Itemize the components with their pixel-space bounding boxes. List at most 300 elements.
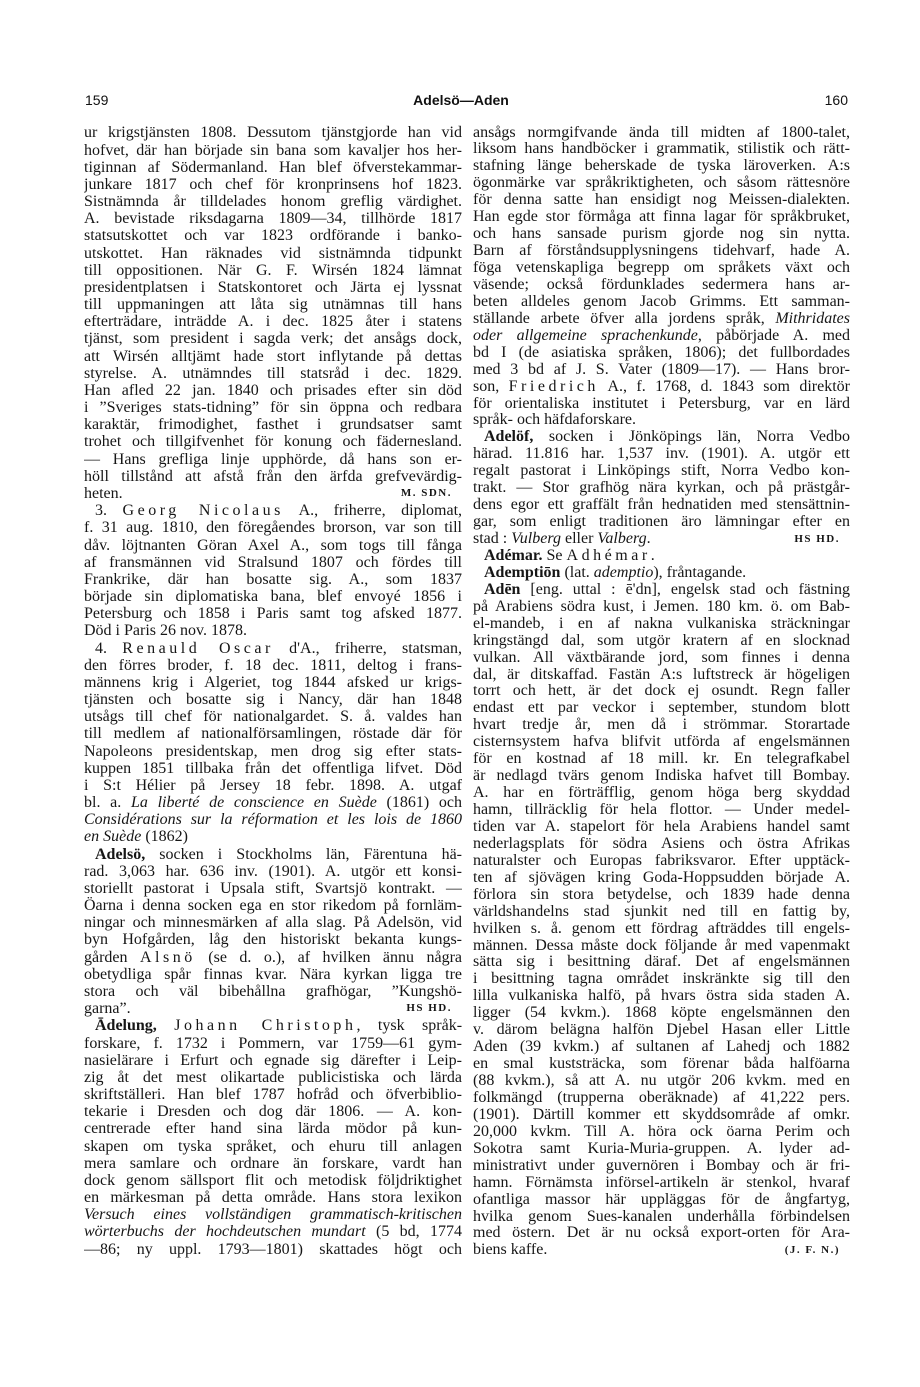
text-run: regalt pastorat i Linköpings stift, Norra Vedbo kon- — [473, 463, 850, 480]
text-run: torrt och hett, är det dock ej osundt. Regn faller — [473, 683, 850, 700]
text-run: gården — [84, 948, 140, 966]
text-run: hvart tredje år, men då i strömmar. Storartade — [473, 717, 850, 734]
text-run: (1862) — [141, 828, 188, 846]
page-number-left: 159 — [85, 92, 109, 108]
headword: Ademptiōn — [484, 564, 561, 581]
text-run: . — [646, 531, 651, 547]
text-run: af fransmännen vid Stralsund 1807 och fördes till — [84, 553, 462, 571]
text-run: vulkan. All växtbärande jord, som finnes i denna — [473, 649, 850, 666]
text-line — [473, 1090, 850, 1107]
text-line — [84, 313, 462, 330]
text-line — [84, 760, 462, 777]
text-run: bd I (de asiatiska språken, 1806); det fullbordades — [473, 344, 850, 361]
italic-title: wörterbuchs der hochdeutschen mundart — [84, 1223, 366, 1241]
text-line — [473, 463, 850, 480]
text-line — [84, 159, 462, 176]
text-line — [84, 468, 462, 485]
text-run: ansågs normgifvande ända till midten af 1800-talet, — [473, 124, 850, 141]
text-run: nederlagsplats för södra Asiens och östra Afrikas — [473, 835, 850, 852]
text-run: f. 31 aug. 1810, den föregåendes brorson, var son till — [84, 519, 462, 537]
text-line — [84, 880, 462, 897]
text-run: son, — [473, 378, 509, 395]
text-line — [473, 294, 850, 311]
text-run: till oppositionen. När G. F. Wirsén 1824 lämnat — [84, 261, 462, 279]
text-line — [84, 416, 462, 433]
text-run: ten af sjövägen kring Goda-Hoppsudden började A. — [473, 869, 850, 886]
text-line — [473, 412, 850, 429]
text-line — [473, 802, 850, 819]
text-line — [84, 1155, 462, 1172]
text-line — [473, 1225, 850, 1242]
text-line — [473, 599, 850, 616]
text-line — [473, 667, 850, 684]
text-line — [473, 260, 850, 277]
text-run: skapen om tyska språket, och ehuru till anlagen — [84, 1137, 462, 1155]
text-line — [473, 1141, 850, 1158]
text-line — [473, 345, 850, 362]
text-line — [473, 785, 850, 802]
text-line — [473, 734, 850, 751]
text-run: liksom hans handböcker i grammatik, stilistik och rätt- — [473, 141, 850, 158]
text-line — [84, 605, 462, 622]
text-line — [84, 537, 462, 554]
text-run: . — [650, 547, 655, 564]
text-line — [84, 1241, 462, 1258]
text-run: A. har en förträfflig, genom höga berg skyddad — [473, 785, 850, 802]
text-line — [84, 227, 462, 244]
text-line — [473, 938, 850, 955]
text-line — [84, 622, 462, 639]
text-run: en smal kuststräcka, som förenar båda halföarna — [473, 1056, 850, 1073]
text-run: är nedlagd tvärs genom Indiska hafvet till Bombay. — [473, 768, 850, 785]
text-line — [84, 279, 462, 296]
text-line — [473, 717, 850, 734]
text-run: (1861) och — [376, 794, 462, 812]
text-run: v. därom belägna halfön Djebel Hasan eller Little — [473, 1022, 850, 1039]
text-run: garna”. — [84, 1000, 131, 1018]
text-line — [473, 209, 850, 226]
text-run: föga vetenskapliga begrepp om språkets växt och — [473, 260, 850, 276]
text-line — [473, 700, 850, 717]
text-run: tiginnan af Södermanland. Han blef öfverstekammar- — [84, 158, 462, 176]
text-run: rad. 3,063 har. 636 inv. (1901). A. utgör ett konsi- — [84, 862, 462, 880]
text-line — [473, 1107, 850, 1124]
text-run: till uppmaningen att låta sig utnämnas till hans — [84, 296, 462, 314]
text-run: tiden var A. stapelort för hela Arabiens handel samt — [473, 818, 850, 835]
text-line — [473, 514, 850, 531]
text-line — [84, 193, 462, 210]
text-line — [473, 887, 850, 904]
text-line — [473, 277, 850, 294]
text-run: världshandelns stad sjunkit ned till en fattig by, — [473, 903, 850, 920]
text-line — [473, 853, 850, 870]
text-run: den förres broder, f. 18 dec. 1811, deltog i frans- — [84, 656, 462, 674]
column-left — [84, 124, 462, 1257]
text-line — [473, 548, 850, 565]
text-line — [84, 897, 462, 914]
text-line — [84, 914, 462, 931]
text-run: A., f. 1768, d. 1843 som direktör — [598, 378, 850, 395]
text-run: heten. — [84, 485, 123, 502]
text-run: sätta sig i besittning däraf. Det af engelsmännen — [473, 954, 850, 971]
spaced-name: Friedrich — [508, 378, 599, 395]
text-run: styrelse. A. utnämndes till statsråd i dec. 1829. — [84, 364, 462, 382]
text-line — [84, 451, 462, 468]
spaced-name: Renauld Oscar — [122, 639, 274, 657]
entry — [84, 1017, 462, 1257]
author-signature: M. SDN. — [400, 487, 452, 499]
text-line — [84, 846, 462, 863]
headword: Ādelung, — [95, 1017, 157, 1035]
text-line — [84, 176, 462, 193]
text-line — [473, 633, 850, 650]
text-run: dens egor ett graffält från hednatiden med stensättnin- — [473, 497, 850, 514]
text-run: 3. — [95, 502, 123, 520]
text-line — [84, 382, 462, 399]
text-run: utskottet. Han räknades vid sistnämnda tidpunkt — [84, 244, 462, 262]
author-signature: (J. F. N.) — [784, 1244, 840, 1257]
text-run: A., friherre, diplomat, — [283, 502, 462, 520]
text-run: — Hans grefliga linje upphörde, då hans son er- — [84, 450, 462, 468]
text-run: trohet och tillgifvenhet för konung och fädernesland. — [84, 433, 462, 451]
text-line — [84, 210, 462, 227]
headword: Adémar. — [484, 547, 543, 564]
entry — [473, 429, 850, 548]
text-line — [84, 348, 462, 365]
text-line — [473, 175, 850, 192]
text-line — [84, 330, 462, 347]
text-line — [84, 863, 462, 880]
text-run: byn Hofgården, låg den historiskt bekanta kungs- — [84, 931, 462, 949]
entry-continued — [473, 125, 850, 430]
text-run: A. bevistade riksdagarna 1809—34, tillhörde 1817 — [84, 210, 462, 228]
text-line — [84, 245, 462, 262]
text-run: mera samlare och ordnare än forskare, vardt han — [84, 1154, 462, 1172]
text-run: (1901). Därtill kommer ett skyddsområde af omkr. — [473, 1106, 850, 1123]
text-line — [84, 1035, 462, 1052]
text-run: Napoleons presidentskap, men drog sig efter stats- — [84, 742, 462, 760]
text-line — [84, 1138, 462, 1155]
text-run: förlora sin stora betydelse, och 1839 hade denna — [473, 886, 850, 903]
text-line — [473, 243, 850, 260]
text-line — [84, 571, 462, 588]
text-run: hofvet, där han började sin bana som kavaljer hos her- — [84, 141, 462, 159]
italic-title: en Suède — [84, 828, 142, 846]
text-line — [84, 588, 462, 605]
italic-title: Versuch eines vollständigen grammatisch-kritischen — [84, 1206, 462, 1224]
text-run: beten alldeles genom Jacob Grimms. Ett samman- — [473, 293, 850, 310]
text-line — [84, 691, 462, 708]
text-line — [473, 379, 850, 396]
headword: Adelsö, — [95, 845, 146, 863]
text-line — [84, 640, 462, 657]
text-run: storiellt pastorat i Upsala stift, Svartsjö kontrakt. — — [84, 879, 462, 897]
text-run: dock genom sällsport flit och metodisk följdriktighet — [84, 1171, 462, 1189]
text-run: hamn. Förnämsta införsel-artikeln är stenkol, hvaraf — [473, 1174, 850, 1191]
text-run: socken i Jönköpings län, Norra Vedbo — [533, 429, 850, 446]
text-run: att Wirsén alltjämt hade stort inflytande på dettas — [84, 347, 462, 365]
text-run: ställande arbete öfver alla jordens språk, — [473, 310, 776, 327]
text-run: Han egde stor förmåga att finna lagar för språkbruket, — [473, 209, 850, 226]
text-line — [473, 683, 850, 700]
entry — [84, 502, 462, 639]
author-signature: HS HD. — [406, 1002, 452, 1015]
text-line — [84, 485, 462, 502]
text-line — [84, 931, 462, 948]
italic-title: Valberg — [597, 531, 647, 547]
text-line — [473, 429, 850, 446]
text-run: männen. Dessa måste dock följande år med vapenmakt — [473, 937, 850, 954]
text-run — [157, 1017, 174, 1034]
text-line — [473, 768, 850, 785]
text-run: skriftställeri. Han blef 1787 hofråd och öfverbiblio- — [84, 1086, 462, 1104]
text-run: —86; ny uppl. 1793—1801) skattades högt och — [84, 1240, 462, 1258]
text-line — [473, 751, 850, 768]
text-run: (88 kvkm.), så att A. nu utgör 206 kvkm. med en — [473, 1073, 850, 1089]
text-run: Död i Paris 26 nov. 1878. — [84, 622, 247, 640]
text-run: 20,000 kvkm. Till A. höra ock öarna Perim och — [473, 1123, 850, 1140]
text-line — [473, 954, 850, 971]
text-run: började sin diplomatiska bana, blef envoyé 1856 i — [84, 588, 462, 606]
entry-continued — [84, 124, 462, 502]
text-line — [84, 262, 462, 279]
text-run: ), fråntagande. — [653, 564, 747, 581]
text-run: i ”Sveriges stats-tidning” för sin öppna och redbara — [84, 399, 462, 417]
text-run: 4. — [95, 639, 123, 657]
text-run: , påbörjade A. med — [697, 327, 850, 344]
text-run: ur krigstjänsten 1808. Dessutom tjänstgjorde han vid — [84, 124, 462, 142]
headword: Adelöf, — [484, 429, 534, 446]
text-run: ningar och minnesmärken af alla slag. På Adelsön, vid — [84, 914, 462, 932]
text-line — [473, 1039, 850, 1056]
text-line — [84, 777, 462, 794]
text-line — [473, 1158, 850, 1175]
text-line — [84, 1206, 462, 1223]
entry — [84, 640, 462, 846]
text-run: ministrativt under guvernören i Bombay och är fri- — [473, 1157, 850, 1174]
text-line — [473, 1124, 850, 1141]
text-run: dåv. löjtnanten Göran Axel A., som togs till fånga — [84, 536, 462, 554]
text-run: forskare, f. 1732 i Pommern, var 1759—61 gym- — [84, 1034, 462, 1052]
text-run: för orientaliska institutet i Petersburg, var en lärd — [473, 395, 850, 412]
italic-title: oder allgemeine sprachenkunde — [473, 327, 698, 344]
text-line — [473, 311, 850, 328]
text-run: Sistnämnda år tilldelades honom greflig värdighet. — [84, 193, 462, 211]
text-run: zig åt det mest olikartade publicistiska och lärda — [84, 1068, 462, 1086]
text-run: och hans sansade purism gjorde nog sin nytta. — [473, 226, 850, 243]
text-line — [473, 226, 850, 243]
spaced-name: Adhémar — [566, 547, 651, 564]
text-run: Han afled 22 jan. 1840 och prisades efter sin död — [84, 381, 462, 399]
text-line — [84, 1103, 462, 1120]
text-line — [473, 971, 850, 988]
text-run: eller — [560, 531, 598, 547]
text-run: ögonmärke var språkriktigheten, och såsom rättesnöre — [473, 175, 850, 192]
text-run: gar, som enligt traditionen äro lämningar efter en — [473, 514, 850, 531]
text-line — [473, 1192, 850, 1209]
text-run: endast ett par veckor i september, stundom blott — [473, 700, 850, 717]
text-run: (lat. — [560, 564, 594, 581]
entry — [473, 565, 850, 582]
column-right — [473, 125, 850, 1260]
text-run: med 3 bd af J. S. Vater (1809—17). — Hans bror- — [473, 361, 850, 378]
text-line — [84, 1017, 462, 1034]
headword: Adēn — [484, 581, 521, 598]
text-run: d'A., friherre, statsman, — [273, 639, 462, 657]
text-run: cisternsystem hafva blifvit utförda af engelsmännen — [473, 734, 850, 751]
text-run: biens kaffe. — [473, 1242, 548, 1259]
spaced-name: Alsnö — [139, 948, 196, 966]
text-run: folkmängd (trupperna oberäknade) af 41,222 pers. — [473, 1089, 850, 1106]
text-run: med östern. Det är nu också export-orten för Ara- — [473, 1225, 850, 1242]
text-line — [84, 743, 462, 760]
text-run: för en kostnad af 18 mill. kr. En telegrafkabel — [473, 751, 850, 768]
entry — [473, 582, 850, 1260]
text-run: kuppen 1851 tillbaka från det offentliga lifvet. Död — [84, 759, 462, 777]
text-run: Aden (39 kvkm.) af sultanen af Lahedj och 1882 — [473, 1039, 850, 1056]
text-line — [473, 582, 850, 599]
text-line — [84, 399, 462, 416]
text-line — [84, 708, 462, 725]
text-line — [473, 988, 850, 1005]
text-run: på Arabiens södra kust, i Jemen. 180 km. ö. om Bab- — [473, 598, 850, 615]
text-run: för denna satte han ensidigt nog Meissen-dialekten. — [473, 192, 850, 209]
text-line — [473, 480, 850, 497]
italic-title: La liberté de conscience en Suède — [130, 794, 377, 812]
text-line — [84, 433, 462, 450]
text-line — [84, 983, 462, 1000]
text-run: stafning länge beherskade de tyska läroverken. A:s — [473, 158, 850, 175]
text-line — [473, 141, 850, 158]
text-line — [84, 1000, 462, 1017]
text-run: Frankrike, där han bosatte sig. A., som 1837 — [84, 570, 462, 588]
text-run: Petersburg och 1858 i Paris samt tog afsked 1877. — [84, 605, 462, 623]
spaced-name: Johann Christoph — [174, 1017, 357, 1035]
text-line — [473, 921, 850, 938]
text-line — [84, 828, 462, 845]
text-line — [473, 531, 850, 548]
text-run: Öarna i denna socken ega en stor rikedom på fornläm- — [84, 897, 462, 915]
text-run: Se — [542, 547, 567, 564]
text-line — [473, 819, 850, 836]
text-line — [84, 365, 462, 382]
italic-title: Considérations sur la réformation et les lois de 1860 — [84, 811, 462, 829]
text-line — [84, 519, 462, 536]
text-line — [84, 1052, 462, 1069]
text-line — [473, 1209, 850, 1226]
text-line — [473, 870, 850, 887]
text-line — [84, 124, 462, 141]
text-line — [473, 396, 850, 413]
text-line — [473, 565, 850, 582]
text-run: efterträdare, inträdde A. i dec. 1825 åter i statens — [84, 313, 462, 331]
text-line — [473, 1242, 850, 1259]
text-line — [84, 554, 462, 571]
text-run: tjänst, som president i sagda verk; det ansågs dock, — [84, 330, 462, 348]
text-run: till medlem af nationalförsamlingen, röstade där för — [84, 725, 462, 743]
text-run: dal, är ditskaffad. Fastän A:s luftstreck är högeligen — [473, 666, 850, 683]
text-run: i S:t Hélier på Jersey 18 febr. 1898. A. utgaf — [84, 776, 462, 794]
text-line — [473, 1175, 850, 1192]
italic-title: ademptio — [593, 564, 654, 581]
text-run: stad : — [473, 531, 512, 547]
text-run: i besittning tagna området inskränkte sig till den — [473, 971, 850, 988]
text-line — [84, 811, 462, 828]
author-signature: HS HD. — [794, 533, 840, 545]
text-run: tjänsten och bosatte sig i Nancy, där han 1848 — [84, 691, 462, 709]
text-run: centrerade efter hand sina lärda mödor på kun- — [84, 1120, 462, 1138]
text-line — [84, 1223, 462, 1240]
running-title: Adelsö—Aden — [413, 92, 509, 108]
text-run: , tysk språk- — [356, 1017, 462, 1035]
text-run: männens krig i Algeriet, tog 1844 afsked ur krigs- — [84, 673, 462, 691]
text-line — [84, 657, 462, 674]
text-line — [473, 650, 850, 667]
text-line — [473, 1056, 850, 1073]
text-line — [84, 1189, 462, 1206]
text-run: tekarie i Dresden och dog där 1806. — A. kon- — [84, 1103, 462, 1121]
spaced-name: Georg Nicolaus — [122, 502, 284, 520]
text-line — [473, 158, 850, 175]
text-line — [84, 1172, 462, 1189]
text-line — [473, 1005, 850, 1022]
text-run: språk- och häfdaforskare. — [473, 412, 637, 429]
text-line — [84, 725, 462, 742]
text-line — [84, 674, 462, 691]
text-run: junkare 1817 och chef för kronprinsens hof 1823. — [84, 175, 462, 193]
text-line — [84, 296, 462, 313]
text-run: en märkesman på detta område. Hans stora lexikon — [84, 1189, 462, 1207]
text-line — [84, 142, 462, 159]
text-run: höll tillstånd att afstå från den ärfda grefvevärdig- — [84, 467, 462, 485]
text-line — [84, 794, 462, 811]
text-line — [84, 1086, 462, 1103]
text-run: Barn af förståndsupplysningens tidehvarf, hade A. — [473, 243, 850, 260]
text-run: (se d. o.), af hvilken ännu några — [195, 948, 462, 966]
text-line — [473, 497, 850, 514]
text-line — [473, 1073, 850, 1090]
text-run: presidentplatsen i Statskontoret och Järta ej lyssnat — [84, 278, 462, 296]
entry — [473, 548, 850, 565]
text-line — [473, 904, 850, 921]
text-line — [473, 328, 850, 345]
text-run: statsutskottet och var 1823 ordförande i banko- — [84, 227, 462, 245]
entry — [84, 846, 462, 1018]
text-run: lilla vulkaniska halfö, på hvars östra sida staden A. — [473, 988, 850, 1005]
italic-title: Vulberg — [511, 531, 561, 547]
text-line — [473, 836, 850, 853]
text-run: naturalster och Europas fabriksvaror. Efter upptäck- — [473, 852, 850, 869]
text-line — [84, 949, 462, 966]
text-run: nasielärare i Erfurt och egnade sig därefter i Leip- — [84, 1051, 462, 1069]
text-run: socken i Stockholms län, Färentuna hä- — [145, 845, 462, 863]
text-run: väsende; också fördunklades sedermera hans ar- — [473, 276, 850, 293]
text-run: obetydliga spår finnas kvar. Nära kyrkan ligga tre — [84, 965, 462, 983]
text-line — [473, 1022, 850, 1039]
text-run: hvilken s. å. genom ett fördrag afträddes till engels- — [473, 920, 850, 937]
text-run: härad. 11.816 har. 1,537 inv. (1901). A. utgör ett — [473, 446, 850, 463]
text-line — [84, 1069, 462, 1086]
text-run: hvilka genom Sues-kanalen underhålla förbindelsen — [473, 1208, 850, 1225]
text-run: ofantliga massor här uppläggas för de ångfartyg, — [473, 1191, 850, 1208]
text-line — [84, 966, 462, 983]
text-line — [473, 125, 850, 142]
text-run: bl. a. — [84, 794, 131, 812]
text-run: ligger (54 kvkm.). 1868 köpte engelsmännen den — [473, 1005, 850, 1022]
page-number-right: 160 — [824, 92, 848, 108]
text-run: el-mandeb, i en af nakna vulkaniska sträckningar — [473, 615, 850, 632]
text-line — [473, 192, 850, 209]
